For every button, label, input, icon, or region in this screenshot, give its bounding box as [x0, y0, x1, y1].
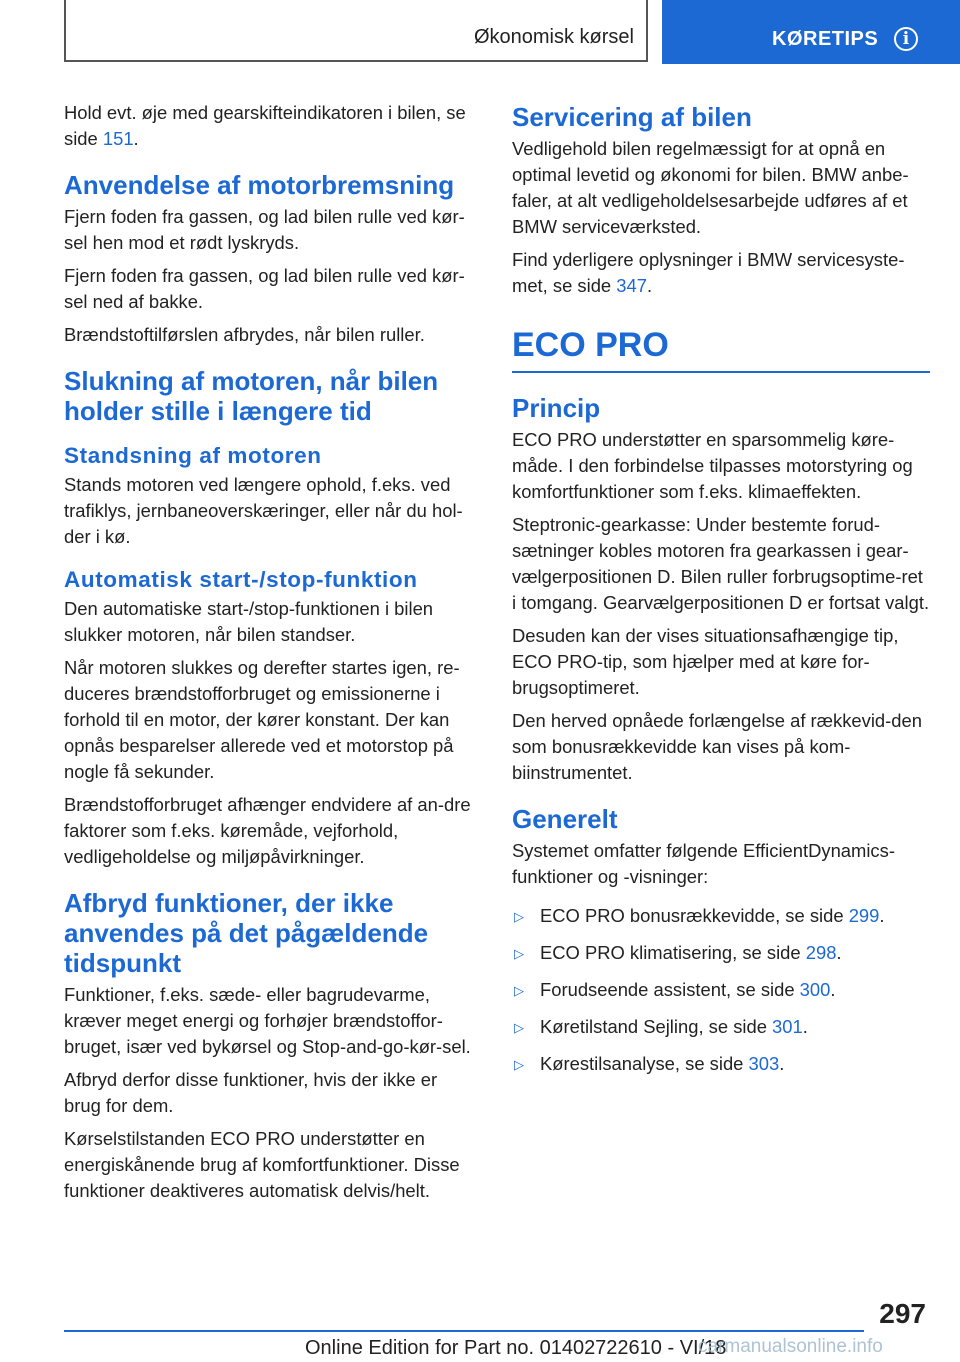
- page-link[interactable]: 301: [772, 1016, 803, 1037]
- page-number: 297: [879, 1298, 926, 1329]
- list-item: ▷ Kørestilsanalyse, se side 303.: [512, 1051, 930, 1077]
- bullet-triangle-icon: ▷: [514, 1057, 524, 1072]
- paragraph: Brændstoftilførslen afbrydes, når bilen ruller.: [64, 324, 425, 345]
- paragraph: Fjern foden fra gassen, og lad bilen rulle ved kør-sel hen mod et rødt lyskryds.: [64, 206, 465, 253]
- right-column: [512, 100, 930, 1088]
- subheading-autostart: Automatisk start-/stop-funktion: [64, 567, 418, 592]
- header-chapter-title: KØRETIPS: [772, 28, 879, 50]
- paragraph: Stands motoren ved længere ophold, f.eks. ved trafiklys, jernbaneoverskæringer, eller når du hol-der i kø.: [64, 474, 463, 547]
- footer-divider: [64, 1330, 864, 1332]
- paragraph: Afbryd derfor disse funktioner, hvis der ikke er brug for dem.: [64, 1069, 438, 1116]
- paragraph: Desuden kan der vises situationsafhængige tip, ECO PRO-tip, som hjælper med at køre for-brugsoptimeret.: [512, 625, 899, 698]
- list-item: ▷ ECO PRO klimatisering, se side 298.: [512, 940, 930, 966]
- heading-service: Servicering af bilen: [512, 102, 752, 132]
- paragraph: Kørselstilstanden ECO PRO understøtter en energiskånende brug af komfortfunktioner. Disse funktioner deaktiveres automatisk delvis/helt.: [64, 1128, 460, 1201]
- bullet-triangle-icon: ▷: [514, 1020, 524, 1035]
- list-item: ▷ Forudseende assistent, se side 300.: [512, 977, 930, 1003]
- page-link[interactable]: 298: [805, 942, 837, 963]
- bullet-triangle-icon: ▷: [514, 909, 524, 924]
- paragraph: Find yderligere oplysninger i BMW servicesyste-met, se side 347.: [512, 249, 905, 296]
- watermark: carmanualsonline.info: [698, 1336, 883, 1357]
- paragraph: Vedligehold bilen regelmæssigt for at opnå en optimal levetid og økonomi for bilen. BMW anbe-faler, at alt vedligeholdelsesarbejde udføres af et BMW serviceværksted.: [512, 138, 909, 237]
- paragraph: ECO PRO understøtter en sparsommelig køre-måde. I den forbindelse tilpasses motorstyring og komfortfunktioner som f.eks. klimaeffekten.: [512, 429, 913, 502]
- heading-princip: Princip: [512, 393, 601, 423]
- heading-afbryd: Afbryd funktioner, der ikke anvendes på det pågældende tidspunkt: [64, 888, 429, 978]
- page-link[interactable]: 300: [799, 979, 831, 1000]
- paragraph: Steptronic-gearkasse: Under bestemte forud-sætninger kobles motoren fra gearkassen i gear-vælgerpositionen D. Bilen ruller forbrugsoptime-ret i tomgang. Gearvælgerpositionen D er fortsat valgt.: [512, 514, 930, 613]
- header-chapter-tab[interactable]: [662, 0, 960, 64]
- header-section-box: [64, 0, 648, 62]
- list-item: ▷ Køretilstand Sejling, se side 301.: [512, 1014, 930, 1040]
- paragraph: Den automatiske start-/stop-funktionen i bilen slukker motoren, når bilen standser.: [64, 598, 434, 645]
- bullet-triangle-icon: ▷: [514, 946, 524, 961]
- footer-edition: Online Edition for Part no. 01402722610 - VI/18: [305, 1337, 727, 1359]
- subheading-standsning: Standsning af motoren: [64, 443, 322, 468]
- heading-generelt: Generelt: [512, 804, 618, 834]
- paragraph: Funktioner, f.eks. sæde- eller bagrudevarme, kræver meget energi og forhøjer brændstoffor-bruget, især ved bykørsel og Stop-and-go-kør-sel.: [64, 984, 471, 1057]
- paragraph: Brændstofforbruget afhænger endvidere af an-dre faktorer som f.eks. køremåde, vejforhold, vedligeholdelse og miljøpåvirkninger.: [64, 794, 471, 867]
- paragraph: Når motoren slukkes og derefter startes igen, re-duceres brændstofforbruget og emissionerne i forhold til en motor, der kører konstant. Der kan opnås besparelser allerede ved et motorstop på nogle få sekunder.: [64, 657, 460, 782]
- heading-slukning: Slukning af motoren, når bilen holder stille i længere tid: [64, 366, 439, 426]
- page-link[interactable]: 299: [848, 905, 880, 926]
- header-section-title: Økonomisk kørsel: [473, 26, 634, 48]
- paragraph: Fjern foden fra gassen, og lad bilen rulle ved kør-sel ned af bakke.: [64, 265, 465, 312]
- list-item: ▷ ECO PRO bonusrækkevidde, se side 299.: [512, 903, 930, 929]
- left-column: [64, 100, 478, 1211]
- page-link[interactable]: 347: [616, 275, 647, 296]
- page-link[interactable]: 151: [102, 128, 134, 149]
- bullet-triangle-icon: ▷: [514, 983, 524, 998]
- paragraph: Systemet omfatter følgende EfficientDynamics-funktioner og -visninger:: [512, 840, 895, 887]
- chapter-heading-eco-pro: ECO PRO: [512, 325, 930, 373]
- function-list: [512, 903, 930, 1077]
- paragraph: Den herved opnåede forlængelse af rækkevid-den som bonusrækkevidde kan vises på kom-biinstrumentet.: [512, 710, 922, 783]
- intro-paragraph: Hold evt. øje med gearskifteindikatoren i bilen, se side 151.: [64, 102, 466, 149]
- heading-motorbremsning: Anvendelse af motorbremsning: [64, 170, 455, 200]
- info-icon[interactable]: i: [894, 27, 918, 51]
- page-link[interactable]: 303: [748, 1053, 780, 1074]
